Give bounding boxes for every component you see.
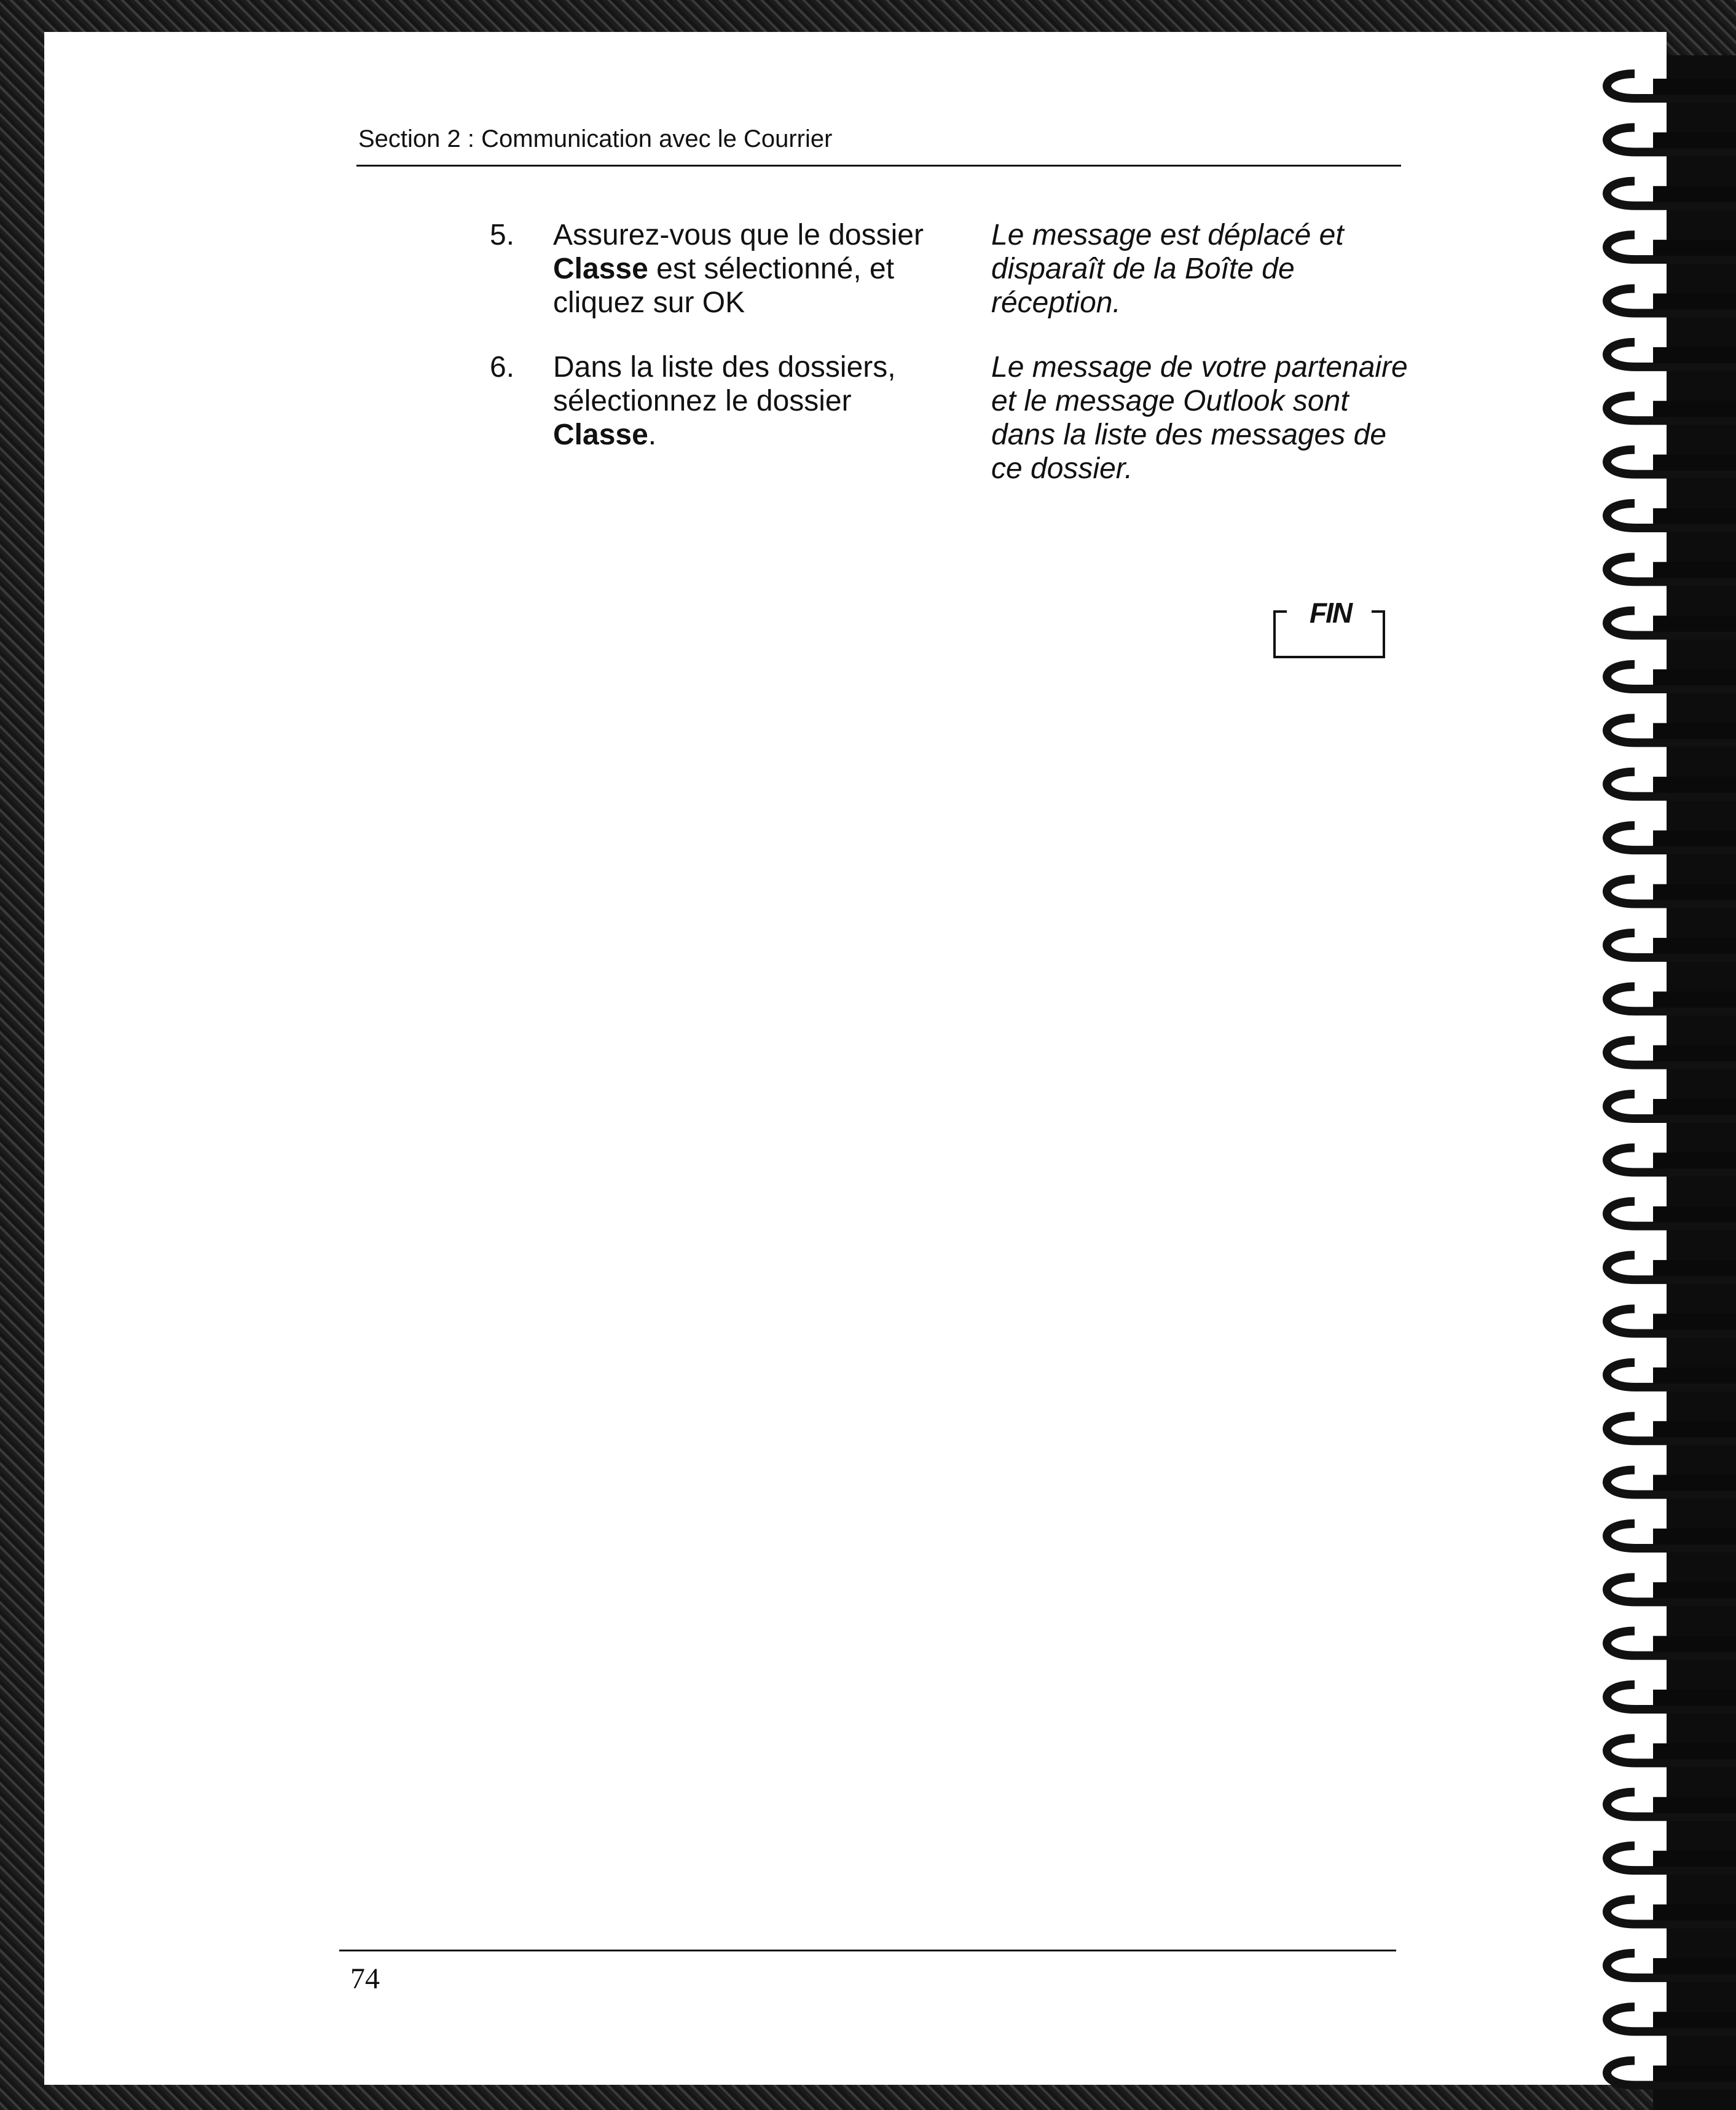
binding-coil	[1607, 127, 1736, 152]
binding-coil	[1607, 1202, 1736, 1226]
binding-coil	[1607, 396, 1736, 420]
binding-coil	[1607, 74, 1736, 98]
binding-coil	[1607, 664, 1736, 689]
header-rule	[356, 165, 1401, 167]
step-bold-term: Classe	[553, 253, 648, 285]
binding-coil	[1607, 772, 1736, 797]
step-result: Le message est déplacé et disparaît de la Boîte de réception.	[991, 219, 1344, 319]
binding-coil	[1607, 235, 1736, 259]
binding-coil	[1607, 1792, 1736, 1817]
binding-coil	[1607, 1631, 1736, 1656]
binding-coil	[1607, 503, 1736, 528]
binding-coil	[1607, 825, 1736, 850]
binding-coil	[1607, 611, 1736, 636]
spiral-binding	[1585, 55, 1736, 2096]
binding-coil	[1607, 1255, 1736, 1280]
binding-coil	[1607, 933, 1736, 958]
binding-coil	[1607, 1470, 1736, 1495]
binding-coil	[1607, 1685, 1736, 1709]
step-text-before: Dans la liste des dossiers, sélectionnez le dossier	[553, 351, 896, 417]
binding-coil	[1607, 450, 1736, 474]
binding-coil	[1607, 1041, 1736, 1065]
footer-rule	[339, 1950, 1396, 1951]
step-instruction	[553, 350, 959, 452]
step-number: 6.	[490, 351, 515, 384]
binding-coil	[1607, 1524, 1736, 1548]
document-page	[44, 32, 1667, 2085]
binding-coil	[1607, 880, 1736, 904]
end-marker: FIN	[1306, 596, 1355, 629]
binding-coil	[1607, 986, 1736, 1011]
binding-coil	[1607, 1577, 1736, 1602]
step-instruction	[553, 218, 959, 320]
binding-coil	[1607, 1363, 1736, 1387]
step-text-before: Assurez-vous que le dossier	[553, 219, 924, 251]
binding-coil	[1607, 1416, 1736, 1441]
binding-coil	[1607, 1900, 1736, 1924]
binding-coil	[1607, 1148, 1736, 1172]
step-text-after: est sélectionné, et cliquez sur OK	[553, 253, 895, 319]
binding-coil	[1607, 1953, 1736, 1978]
binding-coil	[1607, 2007, 1736, 2031]
binding-coil	[1607, 1094, 1736, 1119]
binding-coil	[1607, 342, 1736, 367]
step-result: Le message de votre partenaire et le message Outlook sont dans la liste des messages de ce dossier.	[991, 351, 1408, 485]
binding-coil	[1607, 557, 1736, 581]
binding-coil	[1607, 288, 1736, 313]
section-header: Section 2 : Communication avec le Courrier	[358, 125, 833, 152]
page-number: 74	[350, 1962, 380, 1995]
binding-coil	[1607, 1846, 1736, 1870]
binding-coil	[1607, 718, 1736, 742]
binding-coil	[1607, 1738, 1736, 1763]
step-bold-term: Classe	[553, 419, 648, 451]
binding-coil	[1607, 181, 1736, 206]
binding-coil	[1607, 2061, 1736, 2085]
binding-coil	[1607, 1309, 1736, 1333]
step-number: 5.	[490, 219, 515, 251]
step-text-after: .	[648, 419, 657, 451]
